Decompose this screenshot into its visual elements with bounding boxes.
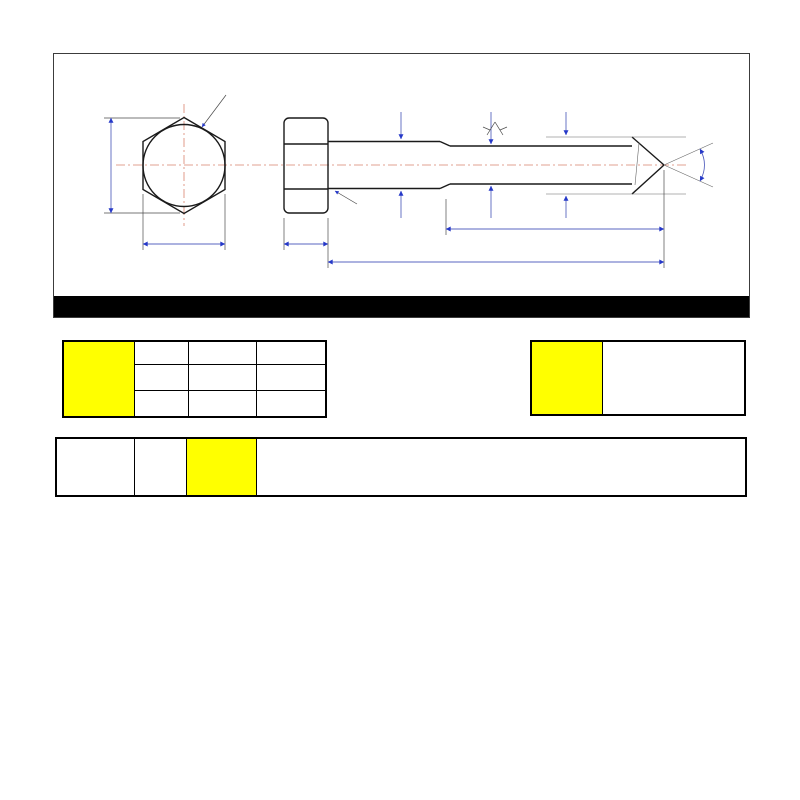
lag-screw-diagram xyxy=(54,54,749,296)
dim-H xyxy=(284,218,328,250)
screw-size-header xyxy=(56,438,134,496)
point-angle-annotation xyxy=(664,143,713,187)
dim-R xyxy=(335,191,357,204)
hex-head-front-view xyxy=(143,118,225,214)
tol-header-size xyxy=(134,341,188,365)
tol-header-small-sizes xyxy=(188,341,256,365)
tol-cell xyxy=(188,365,256,391)
tol-cell xyxy=(256,391,326,418)
min-thread-symbol-cell xyxy=(531,341,602,415)
tol-cell xyxy=(256,365,326,391)
stamped-code-leader xyxy=(202,95,226,127)
screw-thread-body xyxy=(450,137,686,194)
tol-cell xyxy=(188,391,256,418)
tol-header-large-sizes xyxy=(256,341,326,365)
tol-cell xyxy=(134,391,188,418)
drawing-title-bar xyxy=(54,296,749,317)
tol-cell xyxy=(134,365,188,391)
hex-head-side-view xyxy=(284,118,328,213)
lag-screw-drawing-panel xyxy=(53,53,750,318)
dimensions-header-row xyxy=(56,438,746,496)
dim-L xyxy=(328,218,664,268)
min-thread-length-table xyxy=(530,340,746,416)
length-tolerance-table xyxy=(62,340,327,418)
min-thread-rule-cell xyxy=(602,341,745,415)
thread-per-inch-header xyxy=(186,438,256,496)
thread-angle-annotation xyxy=(483,122,507,135)
length-tolerance-symbol-cell xyxy=(63,341,134,417)
screw-dimensions-table xyxy=(55,437,747,497)
blank-header-cell xyxy=(134,438,186,496)
dim-G xyxy=(104,118,180,213)
